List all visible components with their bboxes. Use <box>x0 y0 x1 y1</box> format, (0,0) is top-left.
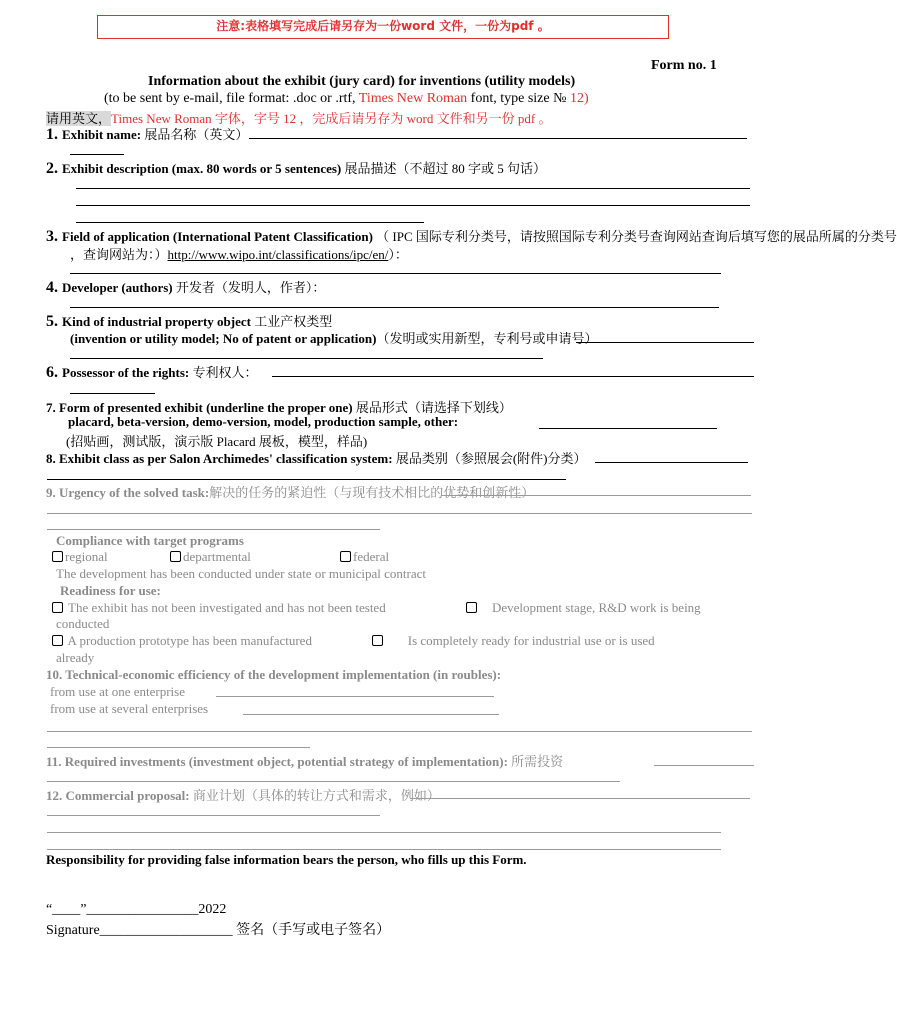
not-tested-label: The exhibit has not been investigated and has not been tested <box>68 600 386 615</box>
item-12-cn: 商业计划（具体的转让方式和需求，例如） <box>192 788 440 803</box>
compliance-regional[interactable] <box>52 549 108 565</box>
checkbox-development[interactable] <box>466 602 477 613</box>
item-4-cn: 开发者（发明人，作者）： <box>175 280 326 295</box>
item-7-label: Form of presented exhibit (underline the proper one) <box>55 400 356 415</box>
item-2 <box>46 158 546 178</box>
ipc-link[interactable]: http://www.wipo.int/classifications/ipc/en/ <box>167 247 389 262</box>
item-2-number: 2. <box>46 160 58 177</box>
one-enterprise-input[interactable] <box>216 696 494 697</box>
checkbox-departmental[interactable] <box>170 551 181 562</box>
item-12-label: 12. Commercial proposal: <box>46 788 193 803</box>
checkbox-not-tested[interactable] <box>52 602 63 613</box>
item-10-input-line-2[interactable] <box>47 747 310 748</box>
item-5-input-line[interactable] <box>576 342 754 343</box>
item-9-cn: 解决的任务的紧迫性（与现有技术相比的优势和创新性） <box>209 485 535 500</box>
item-5-cn-2: （发明或实用新型，专利号或申请号） <box>376 331 598 346</box>
subtitle-font: Times New Roman <box>358 91 468 106</box>
item-11-cn: 所需投资 <box>511 754 564 769</box>
item-7-cn-b: 展板，模型，样品) <box>255 434 368 449</box>
item-5-line-2 <box>70 328 597 347</box>
federal-label: federal <box>353 549 390 564</box>
compliance-heading: Compliance with target programs <box>56 533 244 548</box>
item-12-input-line-4[interactable] <box>47 849 721 850</box>
item-9 <box>46 482 534 501</box>
item-6-input-line-2[interactable] <box>70 393 155 394</box>
note-label: 请用英文， <box>46 111 112 126</box>
item-5-input-line-2[interactable] <box>70 358 543 359</box>
item-12-input-line[interactable] <box>410 798 750 799</box>
item-2-input-line[interactable] <box>76 188 750 189</box>
item-4-label: Developer (authors) <box>62 280 176 295</box>
item-8-number: 8. <box>46 451 56 466</box>
item-7-options[interactable]: placard, beta-version, demo-version, model, production sample, other: <box>68 414 459 429</box>
item-1-number: 1. <box>46 126 58 143</box>
item-8 <box>46 448 586 467</box>
development-label-2: conducted <box>56 616 110 631</box>
compliance-departmental[interactable] <box>170 549 251 565</box>
checkbox-regional[interactable] <box>52 551 63 562</box>
item-7-placard: Placard <box>216 434 256 449</box>
readiness-prototype[interactable] <box>52 633 312 649</box>
item-6-number: 6. <box>46 364 58 381</box>
ready-label-2: already <box>56 650 95 665</box>
item-1-input-line[interactable] <box>249 138 747 139</box>
item-4-number: 4. <box>46 279 58 296</box>
item-5-number: 5. <box>46 313 58 330</box>
date-field[interactable]: “____”________________2022 <box>46 902 227 917</box>
item-12 <box>46 785 440 804</box>
subtitle-size: 12) <box>569 91 589 106</box>
item-2-input-line-2[interactable] <box>76 205 750 206</box>
ready-label: Is completely ready for industrial use or is used <box>407 633 655 648</box>
item-3-cn-3: ）： <box>388 247 408 262</box>
signature-label: Signature___________________ <box>46 923 233 938</box>
signature-cn: 签名（手写或电子签名） <box>232 923 391 938</box>
item-6-input-line[interactable] <box>272 376 754 377</box>
readiness-not-tested[interactable] <box>52 600 386 616</box>
item-10-input-line[interactable] <box>47 731 752 732</box>
item-3 <box>46 226 897 246</box>
readiness-ready[interactable] <box>372 633 655 649</box>
item-5-cn: 工业产权类型 <box>254 314 333 329</box>
item-3-label: Field of application (International Patent Classification) <box>62 229 377 244</box>
item-11-input-line-2[interactable] <box>47 781 620 782</box>
item-7-other-line[interactable] <box>539 428 717 429</box>
item-7-cn-a: (招贴画，测试版，演示版 <box>66 434 217 449</box>
item-3-cn-2: ，查询网站为：） <box>70 247 168 262</box>
item-8-input-line-2[interactable] <box>47 479 566 480</box>
item-2-cn: 展品描述（不超过 80 字或 5 句话） <box>344 161 547 176</box>
checkbox-ready[interactable] <box>372 635 383 646</box>
item-8-label: Exhibit class as per Salon Archimedes' classification system: <box>55 451 396 466</box>
item-9-input-line[interactable] <box>441 495 751 496</box>
development-label: Development stage, R&D work is being <box>492 600 701 615</box>
note-text: Times New Roman 字体，字号 12 ，完成后请另存为 word 文件和另一份 pdf 。 <box>111 111 552 126</box>
item-12-input-line-3[interactable] <box>47 832 721 833</box>
contract-note: The development has been conducted under state or municipal contract <box>56 566 426 581</box>
form-subtitle <box>104 91 589 107</box>
item-3-line-2 <box>70 244 408 263</box>
item-1-input-line-2[interactable] <box>70 154 124 155</box>
subtitle-mid: font, type size № <box>467 91 570 106</box>
notice-banner: 注意:表格填写完成后请另存为一份word 文件，一份为pdf 。 <box>97 15 669 39</box>
item-1-label: Exhibit name: <box>62 127 145 142</box>
readiness-development[interactable] <box>466 600 701 616</box>
item-11-label: 11. Required investments (investment object, potential strategy of implementation): <box>46 754 512 769</box>
subtitle-prefix: (to be sent by e-mail, file format: .doc or .rtf, <box>104 91 359 106</box>
departmental-label: departmental <box>183 549 251 564</box>
item-9-input-line-2[interactable] <box>47 513 752 514</box>
several-enterprises-input[interactable] <box>243 714 499 715</box>
item-11-input-line[interactable] <box>654 765 754 766</box>
item-8-cn: 展品类别（参照展会(附件)分类） <box>395 451 587 466</box>
form-title: Information about the exhibit (jury card) for inventions (utility models) <box>148 74 576 89</box>
item-3-cn: （ IPC 国际专利分类号，请按照国际专利分类号查询网站查询后填写您的展品所属的分类号 <box>376 229 897 244</box>
item-6 <box>46 362 258 382</box>
regional-label: regional <box>65 549 108 564</box>
item-4-input-line[interactable] <box>70 307 719 308</box>
responsibility-note: Responsibility for providing false information bears the person, who fills up this Form. <box>46 852 527 867</box>
form-number: Form no. 1 <box>651 58 717 73</box>
item-12-input-line-2[interactable] <box>47 815 380 816</box>
item-5-label-2: (invention or utility model; No of patent or application) <box>70 331 377 346</box>
signature-field[interactable] <box>46 919 390 939</box>
checkbox-prototype[interactable] <box>52 635 63 646</box>
checkbox-federal[interactable] <box>340 551 351 562</box>
item-4 <box>46 277 325 297</box>
prototype-label: A production prototype has been manufactured <box>67 633 312 648</box>
item-6-label: Possessor of the rights: <box>62 365 193 380</box>
item-11 <box>46 751 563 770</box>
item-6-cn: 专利权人： <box>192 365 258 380</box>
item-1-cn: 展品名称（英文） <box>144 127 249 142</box>
item-9-input-line-3[interactable] <box>47 529 380 530</box>
compliance-federal[interactable] <box>340 549 389 565</box>
readiness-heading: Readiness for use: <box>60 583 161 598</box>
item-2-label: Exhibit description (max. 80 words or 5 sentences) <box>62 161 345 176</box>
item-3-input-line[interactable] <box>70 273 721 274</box>
several-enterprises-label: from use at several enterprises <box>50 701 209 716</box>
item-8-input-line[interactable] <box>595 462 748 463</box>
item-3-number: 3. <box>46 228 58 245</box>
item-7-number: 7. <box>46 400 56 415</box>
one-enterprise-label: from use at one enterprise <box>50 684 186 699</box>
item-1 <box>46 124 248 144</box>
item-5-label: Kind of industrial property object <box>62 314 255 329</box>
item-7-cn: 展品形式（请选择下划线） <box>355 400 512 415</box>
item-9-label: 9. Urgency of the solved task: <box>46 485 210 500</box>
item-2-input-line-3[interactable] <box>76 222 424 223</box>
item-10: 10. Technical-economic efficiency of the development implementation (in roubles): <box>46 667 502 682</box>
